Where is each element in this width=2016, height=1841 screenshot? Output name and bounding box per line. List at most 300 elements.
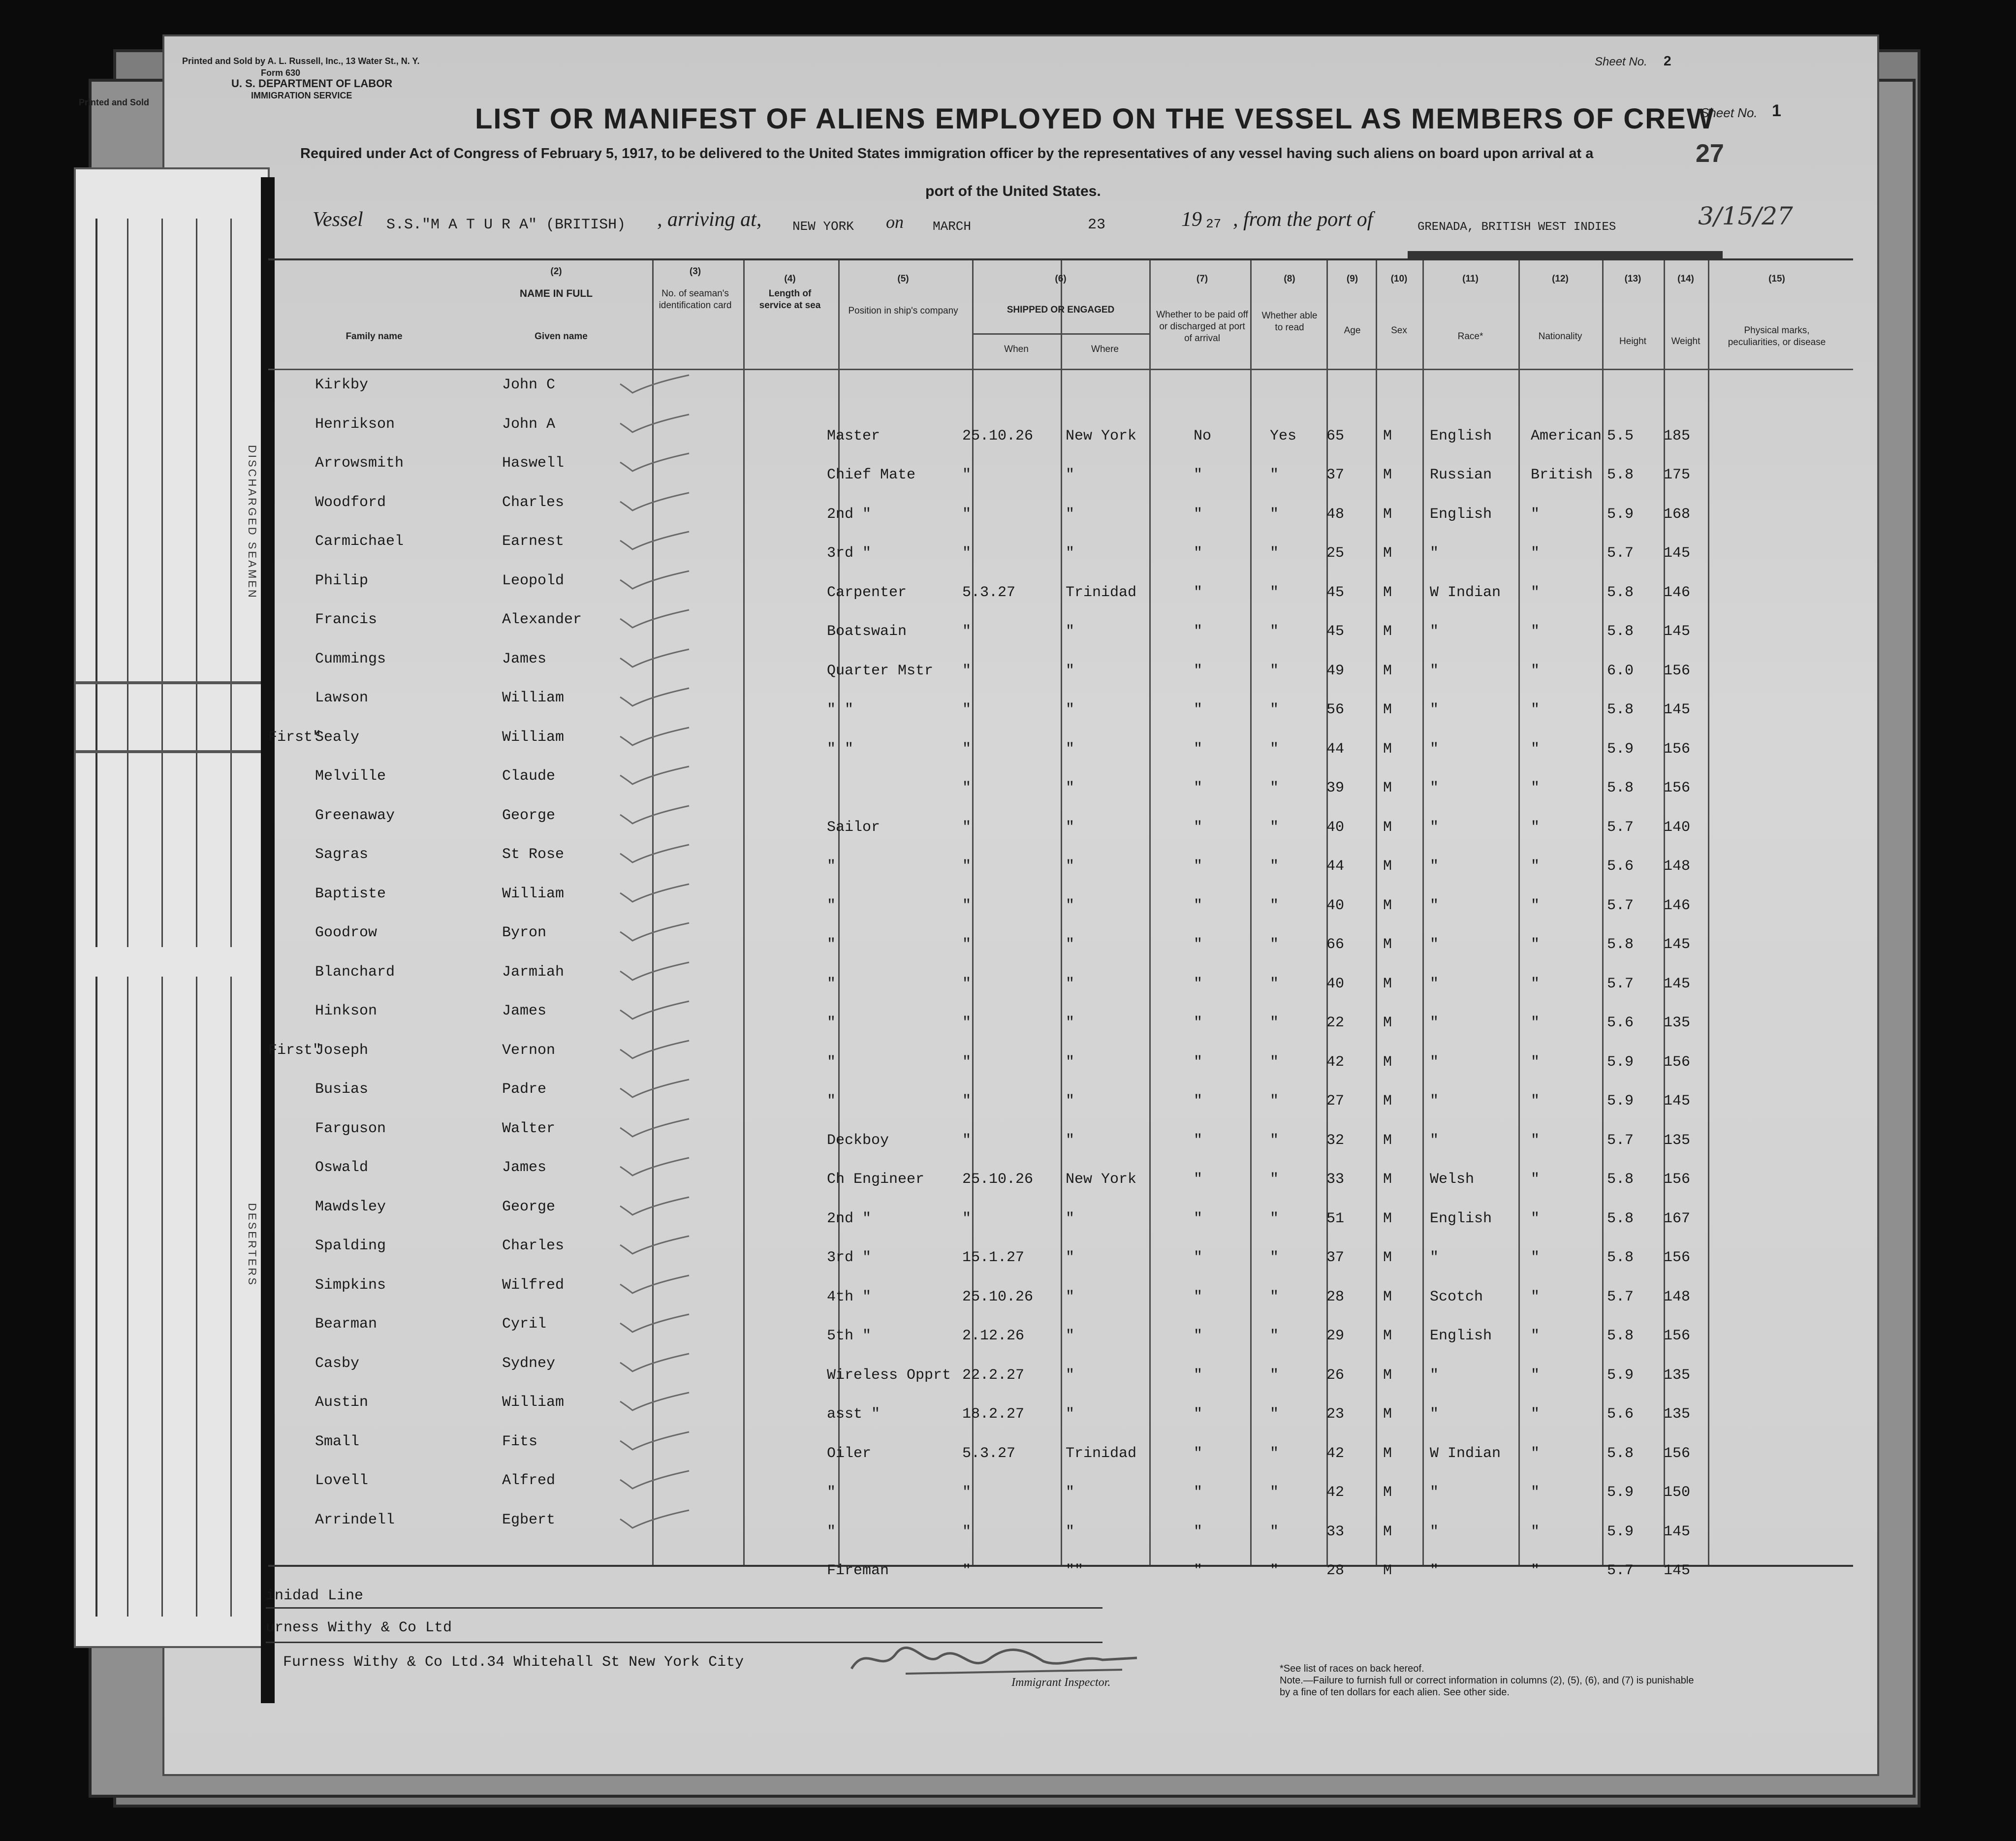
crew-nationality: "	[1531, 623, 1540, 640]
crew-position: "	[827, 1484, 836, 1501]
crew-age: 22	[1326, 1015, 1345, 1031]
id-card-check-mark	[618, 1235, 692, 1255]
crew-shipped-when: "	[962, 1015, 972, 1031]
crew-weight: 145	[1664, 975, 1691, 992]
crew-family-name: Spalding	[315, 1238, 386, 1254]
crew-weight: 156	[1664, 780, 1691, 796]
crew-age: 44	[1326, 740, 1345, 758]
footer-line-address: Furness Withy & Co Ltd.34 Whitehall St New York City	[283, 1654, 744, 1671]
crew-age: 25	[1326, 545, 1345, 562]
printer-credit: Printed and Sold by A. L. Russell, Inc., 13 Water St., N. Y.	[182, 56, 420, 66]
crew-nationality: "	[1531, 701, 1540, 718]
crew-shipped-when: "	[962, 701, 972, 718]
sex-heading: Sex	[1391, 325, 1407, 336]
crew-position: " "	[827, 740, 854, 758]
crew-weight: 156	[1664, 1445, 1691, 1462]
crew-shipped-when: 18.2.27	[962, 1406, 1025, 1423]
crew-able-to-read: "	[1270, 662, 1279, 679]
col10-number: (10)	[1390, 274, 1408, 284]
crew-weight: 135	[1664, 1015, 1691, 1031]
crew-paid-off: "	[1194, 975, 1203, 992]
id-card-check-mark	[618, 1509, 692, 1529]
crew-sex: M	[1383, 858, 1392, 875]
crew-race: "	[1430, 1562, 1439, 1579]
crew-position: "	[827, 1093, 836, 1110]
crew-sex: M	[1383, 1210, 1392, 1227]
col5-number: (5)	[897, 274, 909, 284]
id-card-check-mark	[618, 609, 692, 629]
crew-height: 5.9	[1607, 1093, 1634, 1110]
crew-paid-off: "	[1194, 584, 1203, 601]
crew-position: "	[827, 897, 836, 914]
subtitle-act: Required under Act of Congress of February 5, 1917, to be delivered to the United States immigration officer by the representatives of any vessel having such aliens on board upon arrival at a	[300, 146, 1594, 161]
crew-sex: M	[1383, 584, 1392, 601]
crew-given-name: Charles	[502, 1238, 565, 1254]
crew-race: English	[1430, 427, 1492, 444]
crew-paid-off: "	[1194, 1210, 1203, 1227]
crew-family-name: Arrowsmith	[315, 455, 404, 472]
id-card-check-mark	[618, 1431, 692, 1451]
from-port-label: , from the port of	[1233, 208, 1373, 231]
id-card-check-mark	[618, 1392, 692, 1411]
footer-line-owner: inidad Line	[266, 1587, 364, 1604]
nationality-heading: Nationality	[1538, 331, 1582, 342]
crew-sex: M	[1383, 1288, 1392, 1305]
crew-position: " "	[827, 701, 854, 718]
age-heading: Age	[1344, 325, 1361, 336]
position-heading: Position in ship's company	[848, 306, 958, 316]
crew-paid-off: "	[1194, 1406, 1203, 1423]
crew-position: Chief Mate	[827, 467, 916, 483]
crew-paid-off: "	[1194, 1484, 1203, 1501]
crew-given-name: Alexander	[502, 611, 582, 628]
crew-sex: M	[1383, 1171, 1392, 1188]
crew-race: "	[1430, 858, 1439, 875]
crew-race: English	[1430, 1210, 1492, 1227]
crew-sex: M	[1383, 701, 1392, 718]
id-card-check-mark	[618, 1274, 692, 1294]
crew-able-to-read: "	[1270, 506, 1279, 523]
col6-number: (6)	[1055, 274, 1067, 284]
weight-heading: Weight	[1671, 336, 1701, 347]
crew-height: 5.8	[1607, 1328, 1634, 1344]
crew-height: 5.7	[1607, 1562, 1634, 1579]
crew-height: 5.8	[1607, 467, 1634, 483]
crew-position: Sailor	[827, 819, 881, 836]
crew-shipped-where: ""	[1066, 1562, 1084, 1579]
crew-age: 56	[1326, 701, 1345, 718]
crew-age: 42	[1326, 1484, 1345, 1501]
paid-off-heading: Whether to be paid off or discharged at port of arrival	[1156, 310, 1248, 344]
id-card-check-mark	[618, 374, 692, 394]
crew-race: Welsh	[1430, 1171, 1475, 1188]
crew-height: 5.9	[1607, 1366, 1634, 1384]
crew-sex: M	[1383, 1328, 1392, 1344]
crew-able-to-read: "	[1270, 1015, 1279, 1031]
crew-able-to-read: "	[1270, 1523, 1279, 1540]
crew-sex: M	[1383, 467, 1392, 483]
col11-number: (11)	[1462, 274, 1479, 284]
subtitle-port: port of the United States.	[925, 183, 1101, 199]
crew-sex: M	[1383, 819, 1392, 836]
crew-given-name: William	[502, 729, 565, 746]
crew-able-to-read: "	[1270, 1406, 1279, 1423]
crew-family-name: Casby	[315, 1355, 360, 1372]
crew-race: "	[1430, 1015, 1439, 1031]
crew-position: Carpenter	[827, 584, 907, 601]
col9-number: (9)	[1346, 274, 1358, 284]
crew-age: 42	[1326, 1053, 1345, 1071]
crew-nationality: "	[1531, 506, 1540, 523]
crew-sex: M	[1383, 1445, 1392, 1462]
where-heading: Where	[1091, 344, 1119, 354]
crew-family-name: Bearman	[315, 1316, 378, 1333]
crew-able-to-read: "	[1270, 1053, 1279, 1071]
id-card-check-mark	[618, 1157, 692, 1176]
arrival-month: MARCH	[933, 219, 972, 234]
crew-age: 27	[1326, 1093, 1345, 1110]
crew-given-name: George	[502, 807, 556, 824]
crew-paid-off: "	[1194, 936, 1203, 953]
crew-able-to-read: "	[1270, 1484, 1279, 1501]
crew-shipped-when: "	[962, 1132, 972, 1149]
crew-shipped-when: 5.3.27	[962, 1445, 1016, 1462]
crew-able-to-read: "	[1270, 1171, 1279, 1188]
crew-age: 39	[1326, 780, 1345, 796]
crew-position: "	[827, 858, 836, 875]
crew-race: English	[1430, 506, 1492, 523]
crew-family-name: Baptiste	[315, 885, 386, 902]
crew-sex: M	[1383, 1523, 1392, 1540]
crew-shipped-when: "	[962, 819, 972, 836]
crew-paid-off: "	[1194, 1249, 1203, 1266]
crew-paid-off: "	[1194, 662, 1203, 679]
crew-race: "	[1430, 1249, 1439, 1266]
arrival-port: NEW YORK	[792, 219, 854, 234]
arrival-day: 23	[1088, 217, 1106, 233]
crew-weight: 140	[1664, 819, 1691, 836]
crew-shipped-when: "	[962, 662, 972, 679]
crew-age: 37	[1326, 1249, 1345, 1266]
crew-paid-off: "	[1194, 506, 1203, 523]
id-card-check-mark	[618, 805, 692, 825]
crew-shipped-where: "	[1066, 936, 1075, 953]
crew-age: 33	[1326, 1523, 1345, 1540]
on-label: on	[886, 212, 904, 232]
crew-nationality: British	[1531, 467, 1593, 483]
crew-paid-off: "	[1194, 1288, 1203, 1305]
crew-sex: M	[1383, 740, 1392, 758]
crew-race: "	[1430, 1406, 1439, 1423]
crew-shipped-when: "	[962, 1093, 972, 1110]
crew-height: 5.8	[1607, 936, 1634, 953]
crew-position: "	[827, 975, 836, 992]
crew-nationality: "	[1531, 1562, 1540, 1579]
crew-weight: 156	[1664, 740, 1691, 758]
crew-nationality: American	[1531, 427, 1602, 444]
crew-given-name: James	[502, 650, 547, 667]
id-card-check-mark	[618, 961, 692, 981]
crew-sex: M	[1383, 662, 1392, 679]
col12-number: (12)	[1552, 274, 1569, 284]
crew-nationality: "	[1531, 1523, 1540, 1540]
crew-able-to-read: "	[1270, 545, 1279, 562]
crew-able-to-read: "	[1270, 1132, 1279, 1149]
crew-nationality: "	[1531, 1366, 1540, 1384]
col2-number: (2)	[550, 266, 562, 277]
id-card-check-mark	[618, 570, 692, 590]
crew-shipped-when: "	[962, 1210, 972, 1227]
crew-height: 5.8	[1607, 1210, 1634, 1227]
crew-position: "	[827, 936, 836, 953]
crew-given-name: Egbert	[502, 1511, 556, 1528]
crew-shipped-where: "	[1066, 975, 1075, 992]
crew-paid-off: "	[1194, 467, 1203, 483]
crew-race: "	[1430, 975, 1439, 992]
crew-age: 45	[1326, 623, 1345, 640]
crew-able-to-read: "	[1270, 1366, 1279, 1384]
crew-height: 5.9	[1607, 1053, 1634, 1071]
crew-shipped-where: "	[1066, 1015, 1075, 1031]
crew-nationality: "	[1531, 1406, 1540, 1423]
crew-position: "	[827, 1523, 836, 1540]
crew-nationality: "	[1531, 780, 1540, 796]
crew-given-name: James	[502, 1159, 547, 1176]
crew-weight: 185	[1664, 427, 1691, 444]
crew-given-name: William	[502, 885, 565, 902]
crew-paid-off: "	[1194, 623, 1203, 640]
id-card-check-mark	[618, 883, 692, 903]
crew-family-name: Sagras	[315, 846, 369, 863]
crew-position: 3rd "	[827, 1249, 872, 1266]
crew-height: 5.8	[1607, 584, 1634, 601]
deserters-label: DESERTERS	[246, 1203, 258, 1287]
crew-position: 4th "	[827, 1288, 872, 1305]
crew-able-to-read: "	[1270, 623, 1279, 640]
crew-shipped-where: "	[1066, 1523, 1075, 1540]
crew-paid-off: "	[1194, 1562, 1203, 1579]
crew-shipped-when: "	[962, 1523, 972, 1540]
col3-number: (3)	[689, 266, 701, 277]
crew-weight: 135	[1664, 1366, 1691, 1384]
col13-number: (13)	[1624, 274, 1641, 284]
discharged-seamen-label: DISCHARGED SEAMEN	[246, 445, 258, 600]
crew-shipped-when: "	[962, 1562, 972, 1579]
crew-nationality: "	[1531, 584, 1540, 601]
crew-weight: 145	[1664, 1562, 1691, 1579]
crew-position: Fireman	[827, 1562, 889, 1579]
crew-weight: 145	[1664, 545, 1691, 562]
crew-given-name: Fits	[502, 1433, 538, 1450]
crew-height: 5.9	[1607, 1523, 1634, 1540]
id-card-check-mark	[618, 844, 692, 863]
crew-weight: 156	[1664, 662, 1691, 679]
page-title: LIST OR MANIFEST OF ALIENS EMPLOYED ON THE VESSEL AS MEMBERS OF CREW	[475, 103, 1715, 135]
crew-shipped-where: "	[1066, 506, 1075, 523]
crew-family-name: Farguson	[315, 1120, 386, 1137]
crew-weight: 168	[1664, 506, 1691, 523]
crew-able-to-read: "	[1270, 1249, 1279, 1266]
sheet-number: 1	[1772, 101, 1781, 120]
crew-shipped-when: 2.12.26	[962, 1328, 1025, 1344]
crew-shipped-where: "	[1066, 662, 1075, 679]
crew-sex: M	[1383, 545, 1392, 562]
crew-sex: M	[1383, 1093, 1392, 1110]
crew-weight: 150	[1664, 1484, 1691, 1501]
id-card-check-mark	[618, 687, 692, 707]
crew-family-name: Blanchard	[315, 963, 395, 981]
id-card-check-mark	[618, 492, 692, 511]
crew-sex: M	[1383, 1484, 1392, 1501]
crew-given-name: Alfred	[502, 1472, 556, 1489]
crew-able-to-read: "	[1270, 1210, 1279, 1227]
handwritten-date: 3/15/27	[1698, 202, 1793, 230]
crew-race: "	[1430, 819, 1439, 836]
crew-shipped-when: 25.10.26	[962, 427, 1034, 444]
name-in-full-heading: NAME IN FULL	[519, 288, 593, 299]
crew-shipped-where: "	[1066, 1484, 1075, 1501]
sheet-label: Sheet No.	[1701, 105, 1758, 120]
crew-weight: 145	[1664, 1523, 1691, 1540]
crew-given-name: Walter	[502, 1120, 556, 1137]
crew-height: 5.6	[1607, 1015, 1634, 1031]
when-heading: When	[1004, 344, 1029, 354]
crew-nationality: "	[1531, 1171, 1540, 1188]
crew-prefix: First"	[268, 1042, 322, 1059]
crew-height: 5.5	[1607, 427, 1634, 444]
crew-position: asst "	[827, 1406, 881, 1423]
crew-age: 65	[1326, 427, 1345, 444]
crew-nationality: "	[1531, 662, 1540, 679]
crew-given-name: Padre	[502, 1081, 547, 1098]
crew-sex: M	[1383, 1053, 1392, 1071]
crew-age: 44	[1326, 858, 1345, 875]
crew-shipped-where: "	[1066, 545, 1075, 562]
crew-age: 51	[1326, 1210, 1345, 1227]
crew-position: 3rd "	[827, 545, 872, 562]
crew-family-name: Philip	[315, 572, 369, 589]
crew-shipped-where: Trinidad	[1066, 1445, 1137, 1462]
read-heading: Whether able to read	[1261, 311, 1318, 333]
crew-family-name: Woodford	[315, 494, 386, 511]
crew-given-name: James	[502, 1003, 547, 1019]
crew-race: "	[1430, 1366, 1439, 1384]
crew-position: Master	[827, 427, 881, 444]
crew-given-name: Jarmiah	[502, 963, 565, 981]
crew-family-name: Goodrow	[315, 924, 378, 941]
crew-family-name: Joseph	[315, 1042, 369, 1059]
crew-given-name: Byron	[502, 924, 547, 941]
crew-race: "	[1430, 780, 1439, 796]
crew-weight: 156	[1664, 1053, 1691, 1071]
crew-able-to-read: "	[1270, 975, 1279, 992]
crew-shipped-where: "	[1066, 1210, 1075, 1227]
crew-age: 37	[1326, 467, 1345, 483]
crew-position: Quarter Mstr	[827, 662, 934, 679]
inspector-label: Immigrant Inspector.	[1011, 1676, 1111, 1689]
vessel-name: S.S."M A T U R A" (BRITISH)	[386, 217, 626, 233]
crew-able-to-read: "	[1270, 858, 1279, 875]
crew-shipped-where: "	[1066, 897, 1075, 914]
crew-height: 5.6	[1607, 858, 1634, 875]
crew-shipped-when: "	[962, 623, 972, 640]
crew-age: 42	[1326, 1445, 1345, 1462]
id-card-heading: No. of seaman's identification card	[659, 288, 732, 311]
crew-paid-off: "	[1194, 1132, 1203, 1149]
crew-shipped-where: "	[1066, 1366, 1075, 1384]
crew-nationality: "	[1531, 1249, 1540, 1266]
discharged-seamen-strip	[74, 167, 270, 1648]
crew-shipped-where: New York	[1066, 1171, 1137, 1188]
crew-weight: 156	[1664, 1328, 1691, 1344]
crew-nationality: "	[1531, 1210, 1540, 1227]
crew-race: Russian	[1430, 467, 1492, 483]
crew-age: 48	[1326, 506, 1345, 523]
crew-paid-off: "	[1194, 1328, 1203, 1344]
crew-weight: 148	[1664, 1288, 1691, 1305]
crew-nationality: "	[1531, 819, 1540, 836]
crew-nationality: "	[1531, 1015, 1540, 1031]
crew-family-name: Sealy	[315, 729, 360, 746]
crew-nationality: "	[1531, 545, 1540, 562]
crew-shipped-when: "	[962, 740, 972, 758]
crew-age: 33	[1326, 1171, 1345, 1188]
race-heading: Race*	[1457, 331, 1483, 342]
id-card-check-mark	[618, 648, 692, 668]
crew-paid-off: "	[1194, 819, 1203, 836]
crew-age: 29	[1326, 1328, 1345, 1344]
id-card-check-mark	[618, 1079, 692, 1098]
crew-position: Ch Engineer	[827, 1171, 925, 1188]
crew-position: "	[827, 1053, 836, 1071]
crew-shipped-when: "	[962, 1053, 972, 1071]
id-card-check-mark	[618, 1196, 692, 1216]
crew-height: 5.8	[1607, 1171, 1634, 1188]
crew-able-to-read: "	[1270, 780, 1279, 796]
crew-weight: 167	[1664, 1210, 1691, 1227]
crew-able-to-read: "	[1270, 740, 1279, 758]
crew-nationality: "	[1531, 897, 1540, 914]
crew-shipped-when: 25.10.26	[962, 1288, 1034, 1305]
crew-height: 5.8	[1607, 623, 1634, 640]
crew-shipped-when: "	[962, 506, 972, 523]
crew-sex: M	[1383, 1132, 1392, 1149]
crew-paid-off: "	[1194, 1366, 1203, 1384]
col8-number: (8)	[1284, 274, 1295, 284]
crew-shipped-where: "	[1066, 1249, 1075, 1266]
crew-weight: 156	[1664, 1249, 1691, 1266]
crew-race: "	[1430, 1053, 1439, 1071]
crew-able-to-read: "	[1270, 467, 1279, 483]
crew-paid-off: "	[1194, 1015, 1203, 1031]
crew-sex: M	[1383, 506, 1392, 523]
crew-race: "	[1430, 623, 1439, 640]
crew-paid-off: "	[1194, 740, 1203, 758]
crew-nationality: "	[1531, 1328, 1540, 1344]
crew-family-name: Mawdsley	[315, 1198, 386, 1215]
crew-shipped-when: 22.2.27	[962, 1366, 1025, 1384]
crew-able-to-read: "	[1270, 819, 1279, 836]
crew-given-name: John A	[502, 415, 556, 433]
crew-weight: 145	[1664, 936, 1691, 953]
struck-out-port	[1408, 251, 1723, 259]
crew-weight: 135	[1664, 1132, 1691, 1149]
crew-shipped-where: "	[1066, 701, 1075, 718]
crew-given-name: William	[502, 1394, 565, 1411]
crew-sex: M	[1383, 1015, 1392, 1031]
crew-height: 5.9	[1607, 1484, 1634, 1501]
crew-shipped-where: Trinidad	[1066, 584, 1137, 601]
